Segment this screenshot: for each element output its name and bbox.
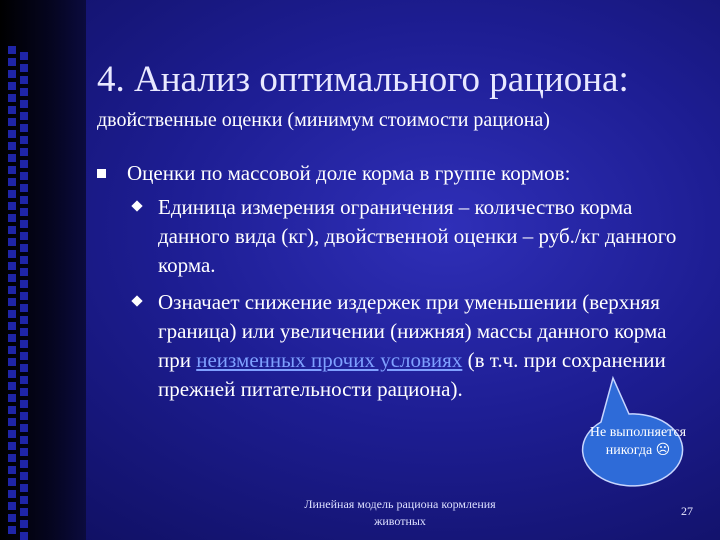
decorative-square bbox=[8, 46, 16, 54]
sub-bullet-2-text-after: (в т.ч. при сохранении прежней питательности рациона). bbox=[158, 348, 666, 401]
decorative-square bbox=[8, 190, 16, 198]
decorative-square bbox=[8, 514, 16, 522]
decorative-square bbox=[8, 442, 16, 450]
decorative-square bbox=[8, 226, 16, 234]
decorative-square bbox=[8, 274, 16, 282]
decorative-square bbox=[20, 244, 28, 252]
decorative-square bbox=[20, 100, 28, 108]
decorative-square bbox=[20, 184, 28, 192]
decorative-square bbox=[20, 340, 28, 348]
decorative-square bbox=[8, 118, 16, 126]
decorative-square bbox=[8, 298, 16, 306]
decorative-square bbox=[20, 520, 28, 528]
decorative-square bbox=[8, 94, 16, 102]
square-bullet-icon bbox=[97, 169, 106, 178]
decorative-square bbox=[20, 292, 28, 300]
decorative-square bbox=[20, 484, 28, 492]
decorative-square bbox=[8, 394, 16, 402]
decorative-square bbox=[8, 238, 16, 246]
decorative-square bbox=[20, 532, 28, 540]
highlighted-phrase: неизменных прочих условиях bbox=[196, 348, 463, 372]
decorative-square bbox=[20, 256, 28, 264]
decorative-square bbox=[8, 202, 16, 210]
decorative-square bbox=[20, 136, 28, 144]
callout-text: Не выполняется никогда ☹ bbox=[589, 425, 687, 458]
decorative-square bbox=[8, 130, 16, 138]
decorative-square bbox=[20, 436, 28, 444]
decorative-square bbox=[8, 334, 16, 342]
decorative-square bbox=[20, 388, 28, 396]
decorative-square bbox=[8, 106, 16, 114]
decorative-square bbox=[20, 208, 28, 216]
decorative-square bbox=[8, 262, 16, 270]
decorative-square bbox=[8, 526, 16, 534]
decorative-square bbox=[8, 178, 16, 186]
decorative-square bbox=[8, 322, 16, 330]
diamond-bullet-icon bbox=[131, 200, 142, 211]
decorative-square bbox=[20, 472, 28, 480]
decorative-square bbox=[20, 196, 28, 204]
decorative-square bbox=[8, 142, 16, 150]
slide-subtitle: двойственные оценки (минимум стоимости рациона) bbox=[97, 109, 550, 131]
decorative-square bbox=[8, 250, 16, 258]
decorative-square bbox=[8, 490, 16, 498]
decorative-square bbox=[8, 214, 16, 222]
decorative-square bbox=[8, 346, 16, 354]
decorative-square bbox=[8, 370, 16, 378]
decorative-squares bbox=[0, 0, 86, 540]
main-bullet-text: Оценки по массовой доле корма в группе кормов: bbox=[127, 161, 571, 185]
decorative-square bbox=[20, 412, 28, 420]
slide-title: 4. Анализ оптимального рациона: bbox=[97, 59, 629, 100]
sub-bullet-1-text: Единица измерения ограничения – количество корма данного вида (кг), двойственной оценки – руб./кг данного корма. bbox=[158, 195, 677, 277]
decorative-square bbox=[8, 382, 16, 390]
decorative-square bbox=[8, 310, 16, 318]
decorative-square bbox=[20, 364, 28, 372]
decorative-square bbox=[8, 166, 16, 174]
decorative-square bbox=[20, 220, 28, 228]
decorative-square bbox=[20, 268, 28, 276]
decorative-square bbox=[8, 82, 16, 90]
decorative-square bbox=[20, 352, 28, 360]
page-number: 27 bbox=[681, 504, 693, 518]
decorative-square bbox=[20, 76, 28, 84]
decorative-square bbox=[20, 304, 28, 312]
decorative-square bbox=[20, 400, 28, 408]
decorative-square bbox=[8, 454, 16, 462]
decorative-square bbox=[20, 172, 28, 180]
decorative-square bbox=[8, 70, 16, 78]
decorative-square bbox=[20, 424, 28, 432]
sub-bullet-2-text-before: Означает снижение издержек при уменьшении (верхняя граница) или увеличении (нижняя) массы данного корма при bbox=[158, 290, 667, 372]
decorative-square bbox=[8, 58, 16, 66]
decorative-square bbox=[20, 496, 28, 504]
decorative-square bbox=[8, 418, 16, 426]
decorative-square bbox=[20, 376, 28, 384]
decorative-square bbox=[20, 508, 28, 516]
decorative-square bbox=[20, 124, 28, 132]
decorative-square bbox=[20, 52, 28, 60]
diamond-bullet-icon bbox=[131, 295, 142, 306]
decorative-square bbox=[20, 328, 28, 336]
decorative-square bbox=[8, 406, 16, 414]
decorative-square bbox=[8, 478, 16, 486]
decorative-square bbox=[20, 316, 28, 324]
decorative-square bbox=[8, 430, 16, 438]
decorative-square bbox=[20, 232, 28, 240]
decorative-square bbox=[20, 88, 28, 96]
decorative-square bbox=[8, 286, 16, 294]
decorative-square bbox=[20, 460, 28, 468]
decorative-square bbox=[8, 358, 16, 366]
decorative-square bbox=[20, 448, 28, 456]
decorative-square bbox=[8, 154, 16, 162]
decorative-square bbox=[8, 466, 16, 474]
decorative-square bbox=[20, 148, 28, 156]
decorative-square bbox=[8, 502, 16, 510]
decorative-square bbox=[20, 280, 28, 288]
decorative-square bbox=[20, 64, 28, 72]
decorative-square bbox=[20, 112, 28, 120]
slide-footer: Линейная модель рациона кормления животных bbox=[304, 497, 496, 528]
decorative-square bbox=[20, 160, 28, 168]
